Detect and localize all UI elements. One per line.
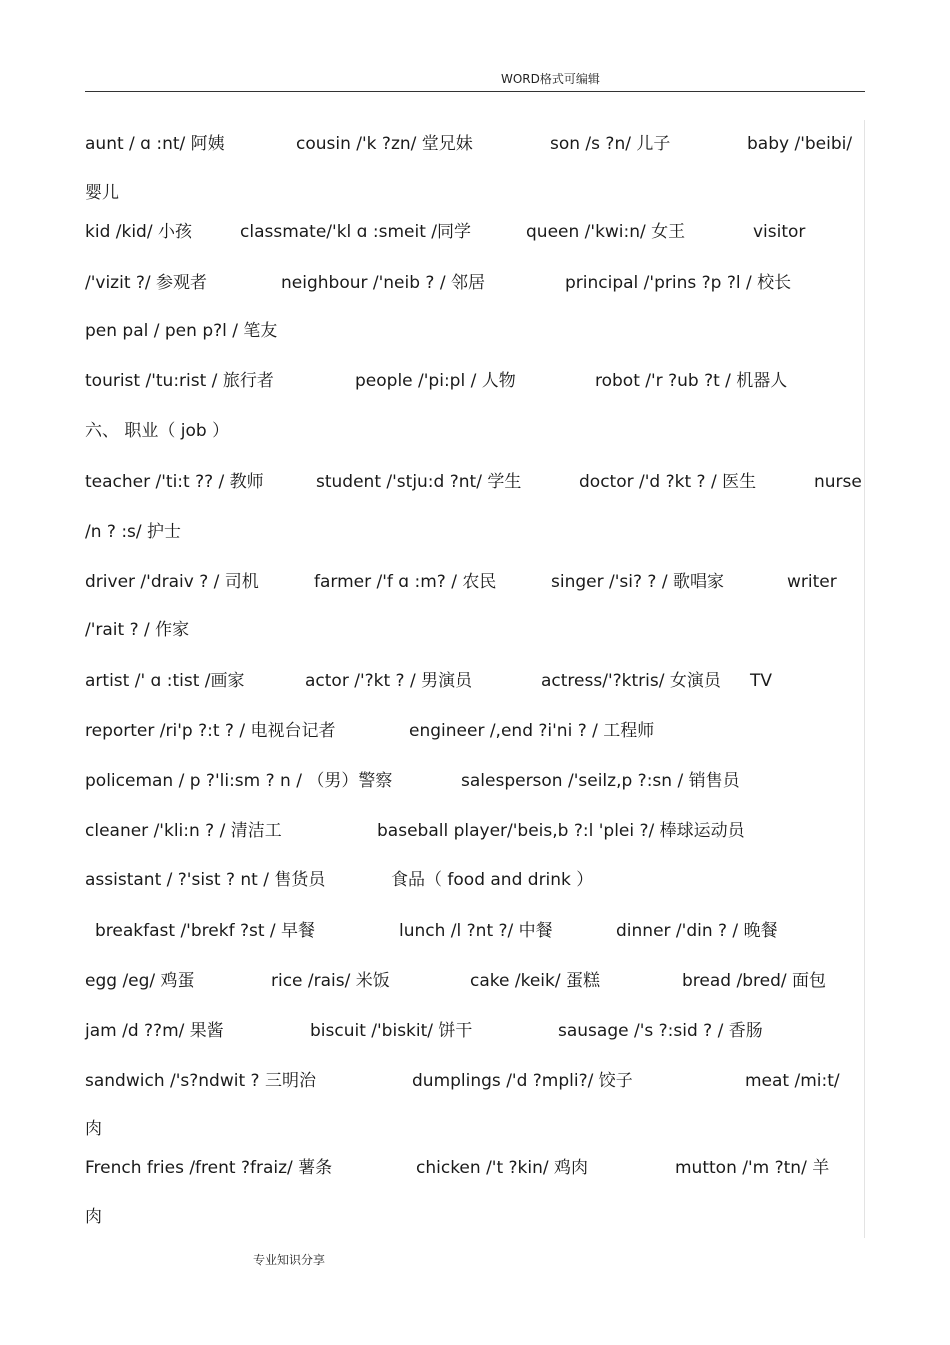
vocab-entry: biscuit /'biskit/ 饼干: [310, 1021, 473, 1041]
vocab-line: [0, 470, 950, 494]
vocab-entry: actor /'?kt ? / 男演员: [305, 671, 473, 691]
vocab-entry: sausage /'s ?:sid ? / 香肠: [558, 1021, 763, 1041]
page-footer: 专业知识分享: [253, 1253, 326, 1267]
vocab-entry: farmer /'f ɑ :m? / 农民: [314, 572, 497, 592]
vocab-entry: actress/'?ktris/ 女演员: [541, 671, 721, 691]
vocab-entry: 肉: [85, 1119, 102, 1139]
section-heading: 六、 职业（ job ）: [85, 421, 230, 441]
vocab-entry: engineer /,end ?i'ni ? / 工程师: [409, 721, 655, 741]
vocab-entry: student /'stju:d ?nt/ 学生: [316, 472, 522, 492]
vocab-entry: TV: [750, 671, 773, 691]
vocab-entry: mutton /'m ?tn/ 羊: [675, 1158, 830, 1178]
vocab-entry: people /'pi:pl / 人物: [355, 371, 516, 391]
vocab-line: [0, 868, 950, 892]
vocab-entry: classmate/'kl ɑ :smeit /同学: [240, 222, 471, 242]
vocab-entry: breakfast /'brekf ?st / 早餐: [95, 921, 316, 941]
vocab-entry: lunch /l ?nt ?/ 中餐: [399, 921, 553, 941]
vocab-entry: rice /rais/ 米饭: [271, 971, 390, 991]
vocab-entry: sandwich /'s?ndwit ? 三明治: [85, 1071, 316, 1091]
vocab-entry: bread /bred/ 面包: [682, 971, 826, 991]
vocab-line: [0, 419, 950, 443]
vocab-entry: driver /'draiv ? / 司机: [85, 572, 259, 592]
vocab-entry: singer /'si? ? / 歌唱家: [551, 572, 724, 592]
vocab-entry: aunt / ɑ :nt/ 阿姨: [85, 134, 225, 154]
vocab-line: [0, 1156, 950, 1180]
vocab-entry: neighbour /'neib ? / 邻居: [281, 273, 485, 293]
vocab-line: [0, 769, 950, 793]
vocab-line: [0, 618, 950, 642]
vocab-entry: teacher /'ti:t ?? / 教师: [85, 472, 264, 492]
vocab-entry: assistant / ?'sist ? nt / 售货员: [85, 870, 326, 890]
vocab-entry: principal /'prins ?p ?l / 校长: [565, 273, 792, 293]
vocab-entry: egg /eg/ 鸡蛋: [85, 971, 195, 991]
vocab-entry: artist /' ɑ :tist /画家: [85, 671, 245, 691]
vocab-entry: /n ? :s/ 护士: [85, 522, 182, 542]
vocab-line: [0, 1117, 950, 1141]
vocab-line: [0, 220, 950, 244]
vocab-entry: baseball player/'beis,b ?:l 'plei ?/ 棒球运动员: [377, 821, 745, 841]
vocab-entry: doctor /'d ?kt ? / 医生: [579, 472, 757, 492]
vocab-entry: baby /'beibi/: [747, 134, 853, 154]
vocab-entry: cousin /'k ?zn/ 堂兄妹: [296, 134, 473, 154]
vocab-entry: French fries /frent ?fraiz/ 薯条: [85, 1158, 333, 1178]
vocab-line: [0, 969, 950, 993]
vocab-entry: queen /'kwi:n/ 女王: [526, 222, 686, 242]
vocab-line: [0, 1205, 950, 1229]
vocab-entry: reporter /ri'p ?:t ? / 电视台记者: [85, 721, 336, 741]
vocab-line: [0, 669, 950, 693]
vocab-entry: nurse: [814, 472, 862, 492]
vocab-entry: son /s ?n/ 儿子: [550, 134, 671, 154]
vocab-entry: dumplings /'d ?mpli?/ 饺子: [412, 1071, 633, 1091]
vocab-entry: /'vizit ?/ 参观者: [85, 273, 208, 293]
section-heading: 食品（ food and drink ）: [391, 870, 594, 890]
vocab-line: [0, 1019, 950, 1043]
vocab-entry: salesperson /'seilz,p ?:sn / 销售员: [461, 771, 740, 791]
vocab-line: [0, 1069, 950, 1093]
vocab-line: [0, 719, 950, 743]
vocab-entry: visitor: [753, 222, 806, 242]
vocab-entry: cleaner /'kli:n ? / 清洁工: [85, 821, 282, 841]
vocab-line: [0, 919, 950, 943]
vocab-entry: tourist /'tu:rist / 旅行者: [85, 371, 274, 391]
vocab-entry: chicken /'t ?kin/ 鸡肉: [416, 1158, 589, 1178]
vocab-entry: policeman / p ?'li:sm ? n / （男）警察: [85, 771, 393, 791]
vocab-line: [0, 181, 950, 205]
vocab-entry: pen pal / pen p?l / 笔友: [85, 321, 278, 341]
vocab-entry: jam /d ??m/ 果酱: [85, 1021, 224, 1041]
vocab-line: [0, 132, 950, 156]
vocab-entry: 肉: [85, 1207, 102, 1227]
header-divider: [85, 91, 865, 92]
vocab-entry: kid /kid/ 小孩: [85, 222, 192, 242]
page-header: WORD格式可编辑: [501, 72, 600, 86]
vocab-line: [0, 570, 950, 594]
vocab-entry: cake /keik/ 蛋糕: [470, 971, 600, 991]
vocab-entry: /'rait ? / 作家: [85, 620, 190, 640]
vocab-line: [0, 520, 950, 544]
vocab-entry: robot /'r ?ub ?t / 机器人: [595, 371, 788, 391]
vocab-entry: writer: [787, 572, 837, 592]
vocab-line: [0, 819, 950, 843]
vocab-line: [0, 319, 950, 343]
vocab-line: [0, 369, 950, 393]
vocab-entry: 婴儿: [85, 183, 119, 203]
vocab-entry: meat /mi:t/: [745, 1071, 840, 1091]
vocab-line: [0, 271, 950, 295]
vocab-entry: dinner /'din ? / 晚餐: [616, 921, 778, 941]
